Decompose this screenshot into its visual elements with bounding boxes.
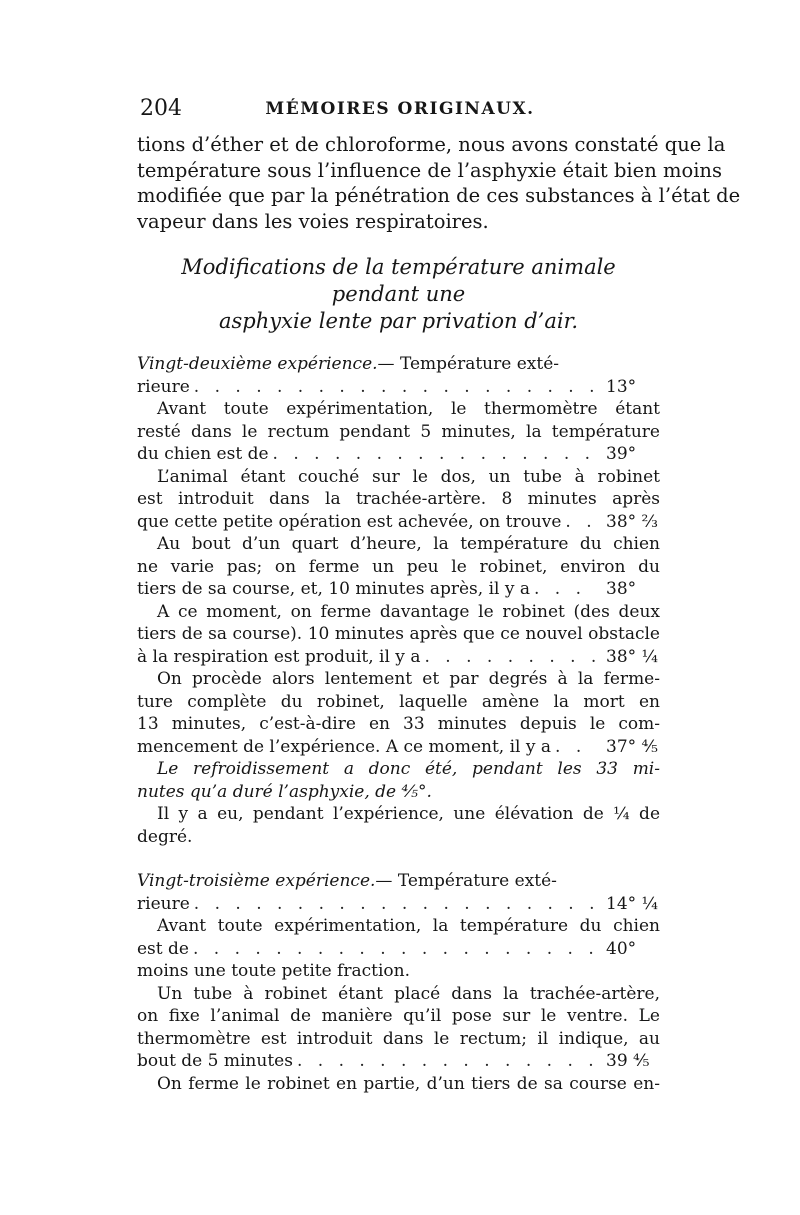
leader-dots — [565, 511, 596, 534]
measure-label: du chien est de — [137, 444, 269, 464]
text-line: thermomètre est introduit dans le rectum; il indique, au — [137, 1028, 660, 1049]
measure-line — [137, 1050, 660, 1073]
text-line: Au bout d’un quart d’heure, la température du chien — [157, 534, 660, 554]
text-line: moins une toute petite fraction. — [137, 961, 410, 981]
running-head — [140, 96, 660, 126]
ext-temp-line — [137, 376, 660, 399]
experiment-22 — [137, 353, 660, 848]
text-line: A ce moment, on ferme davantage le robinet (des deux — [157, 601, 660, 622]
running-title: MÉMOIRES ORIGINAUX. — [265, 99, 535, 119]
measure-value: 39 ⅘ — [606, 1051, 650, 1071]
experiment-title-line — [137, 870, 660, 893]
section-heading — [137, 254, 660, 335]
text-line: resté dans le rectum pendant 5 minutes, la température — [137, 421, 660, 442]
text-line: Un tube à robinet étant placé dans la trachée-artère, — [157, 983, 660, 1004]
leader-dots — [194, 893, 596, 916]
measure-value: 38° — [606, 579, 637, 599]
intro-paragraph — [137, 132, 741, 234]
text-line: Avant toute expérimentation, la température du chien — [157, 916, 660, 936]
conclusion-line: nutes qu’a duré l’asphyxie, de ⅘°. — [137, 781, 432, 802]
heading-line: asphyxie lente par privation d’air. — [218, 309, 579, 333]
text-line: température sous l’influence de l’asphyxie était bien moins — [137, 158, 722, 182]
text-line: L’animal étant couché sur le dos, un tube à robinet — [157, 466, 660, 487]
text-line: 13 minutes, c’est-à-dire en 33 minutes depuis le com- — [137, 714, 660, 734]
measure-value: 38° ⅔ — [606, 511, 659, 532]
measure-value: 39° — [606, 444, 637, 464]
text-line: ne varie pas; on ferme un peu le robinet, environ du — [137, 556, 660, 577]
measure-label: bout de 5 minutes — [137, 1051, 293, 1071]
measure-line — [137, 443, 660, 466]
text-line: on fixe l’animal de manière qu’il pose sur le ventre. Le — [137, 1006, 660, 1026]
text-line: Avant toute expérimentation, le thermomètre étant — [157, 399, 660, 419]
measure-label: est de — [137, 938, 189, 959]
ext-temp-line — [137, 893, 660, 916]
ext-temp-label: rieure — [137, 376, 190, 397]
measure-value: 40° — [606, 938, 637, 959]
measure-label: tiers de sa course, et, 10 minutes après, il y a — [137, 579, 530, 599]
text-line: modifiée que par la pénétration de ces substances à l’état de — [137, 184, 741, 207]
measure-value: 38° ¼ — [606, 646, 659, 667]
experiment-title-rest: — Température exté- — [375, 871, 557, 891]
text-line: On ferme le robinet en partie, d’un tiers de sa course en- — [157, 1073, 660, 1094]
leader-dots — [193, 938, 596, 961]
experiment-23 — [137, 870, 660, 1095]
text-line: tiers de sa course). 10 minutes après que ce nouvel obstacle — [137, 624, 660, 644]
leader-dots — [534, 578, 596, 601]
text-line: vapeur dans les voies respiratoires. — [137, 209, 489, 233]
text-line: ture complète du robinet, laquelle amène la mort en — [137, 691, 660, 712]
measure-line — [137, 646, 660, 669]
conclusion-line: Le refroidissement a donc été, pendant les 33 mi- — [157, 759, 660, 779]
heading-line: Modifications de la température animale pendant une — [181, 255, 616, 306]
measure-label: que cette petite opération est achevée, on trouve — [137, 511, 562, 532]
experiment-title-line — [137, 353, 660, 376]
measure-label: à la respiration est produit, il y a — [137, 646, 421, 667]
ext-temp-label: rieure — [137, 893, 190, 914]
text-line: On procède alors lentement et par degrés à la ferme- — [157, 669, 660, 689]
measure-line — [137, 511, 660, 534]
spacer — [137, 848, 660, 870]
text-line: Il y a eu, pendant l’expérience, une élévation de ¼ de — [157, 804, 660, 824]
measure-line — [137, 578, 660, 601]
leader-dots — [297, 1050, 596, 1073]
text-line: degré. — [137, 826, 193, 847]
experiment-title: Vingt-deuxième expérience. — [137, 354, 378, 374]
ext-temp-value: 14° ¼ — [606, 893, 659, 914]
text-line: tions d’éther et de chloroforme, nous avons constaté que la — [137, 133, 726, 156]
page-body — [137, 132, 741, 1095]
text-line: est introduit dans la trachée-artère. 8 minutes après — [137, 489, 660, 509]
measure-line — [137, 736, 660, 759]
page-number: 204 — [140, 96, 182, 121]
leader-dots — [273, 443, 596, 466]
ext-temp-value: 13° — [606, 376, 637, 397]
experiment-title: Vingt-troisième expérience. — [137, 871, 376, 891]
experiment-title-rest: — Température exté- — [377, 354, 560, 374]
leader-dots — [424, 646, 596, 669]
measure-line — [137, 938, 660, 961]
measure-value: 37° ⅘ — [606, 736, 659, 757]
leader-dots — [194, 376, 596, 399]
measure-label: mencement de l’expérience. A ce moment, il y a — [137, 736, 552, 757]
leader-dots — [555, 736, 596, 759]
